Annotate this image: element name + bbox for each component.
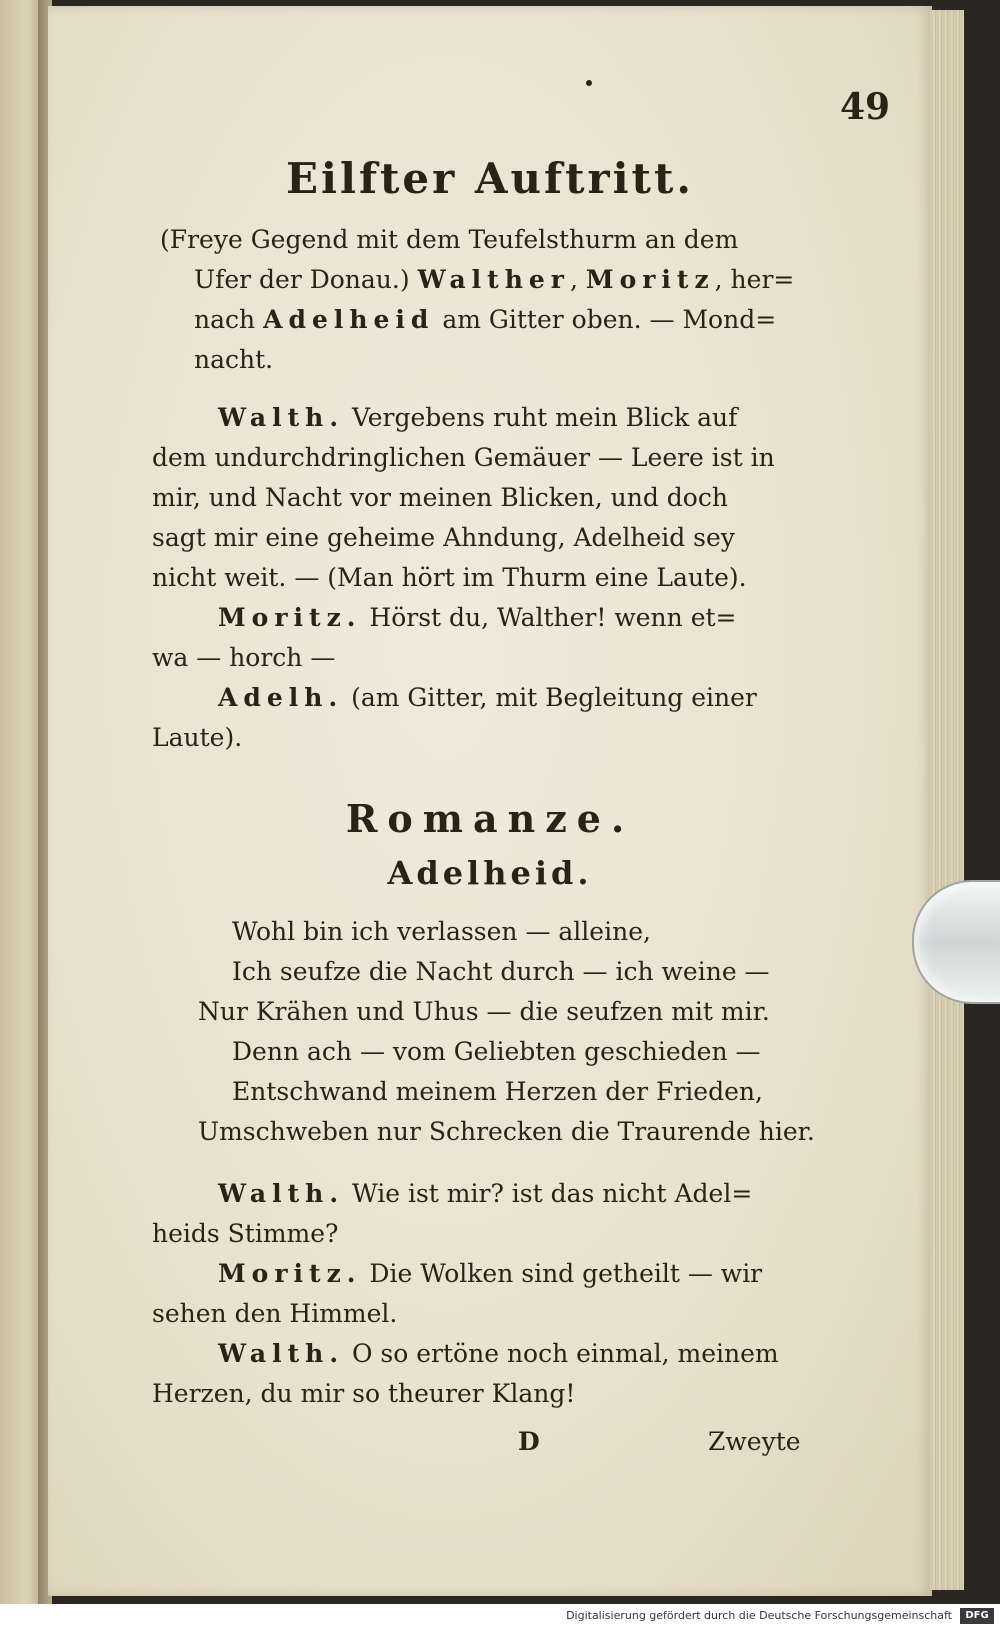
footer-text: Digitalisierung gefördert durch die Deutsche Forschungsgemeinschaft (566, 1609, 952, 1622)
speaker-name: Moritz. (218, 603, 362, 632)
verse-line: Denn ach — vom Geliebten geschieden — (232, 1037, 761, 1066)
stage-direction-text: , (569, 265, 578, 294)
verse-line: Ich seufze die Nacht durch — ich weine — (232, 957, 770, 986)
song-singer: Adelheid. (387, 854, 593, 892)
dialogue-line: dem undurchdringlichen Gemäuer — Leere ist in (152, 443, 775, 472)
dialogue-line: mir, und Nacht vor meinen Blicken, und doch (152, 483, 728, 512)
dialogue-line (218, 1174, 752, 1214)
dialogue-line: heids Stimme? (152, 1219, 339, 1248)
ink-dot (586, 80, 592, 86)
page-number: 49 (840, 86, 891, 128)
stage-direction-line (194, 300, 776, 340)
speaker-name: Walth. (218, 1179, 345, 1208)
character-name: Walther (417, 265, 570, 294)
dialogue-text: Wie ist mir? ist das nicht Adel= (351, 1179, 753, 1208)
dialogue-text: Die Wolken sind getheilt — wir (369, 1259, 763, 1288)
speaker-name: Moritz. (218, 1259, 362, 1288)
speaker-name: Walth. (218, 1339, 345, 1368)
book-page (48, 6, 932, 1596)
dialogue-text: Hörst du, Walther! wenn et= (369, 603, 737, 632)
verse-line: Umschweben nur Schrecken die Traurende hier. (198, 1117, 815, 1146)
verse-line: Wohl bin ich verlassen — alleine, (232, 917, 651, 946)
dialogue-text: O so ertöne noch einmal, meinem (351, 1339, 779, 1368)
dfg-logo: DFG (960, 1608, 994, 1624)
dialogue-line (218, 398, 737, 438)
dialogue-line: wa — horch — (152, 643, 336, 672)
dialogue-text: Vergebens ruht mein Blick auf (351, 403, 738, 432)
catchword: Zweyte (708, 1427, 801, 1456)
page-edges (930, 10, 964, 1590)
stage-direction-text: , her= (714, 265, 795, 294)
dialogue-line: Laute). (152, 723, 243, 752)
stage-direction-line: (Freye Gegend mit dem Teufelsthurm an dem (160, 225, 739, 254)
dialogue-line (218, 678, 757, 718)
digitization-footer (0, 1604, 1000, 1629)
stage-direction-line: nacht. (194, 345, 274, 374)
speaker-name: Walth. (218, 403, 345, 432)
character-name: Moritz (585, 265, 715, 294)
stage-direction-text: am Gitter oben. — Mond= (442, 305, 777, 334)
character-name: Adelheid (263, 305, 435, 334)
dialogue-line (218, 598, 737, 638)
verse-line: Nur Krähen und Uhus — die seufzen mit mir. (198, 997, 770, 1026)
dialogue-line: Herzen, du mir so theurer Klang! (152, 1379, 576, 1408)
stage-direction-line (194, 260, 794, 300)
speaker-name: Adelh. (218, 683, 344, 712)
dialogue-line: sehen den Himmel. (152, 1299, 398, 1328)
dialogue-line: nicht weit. — (Man hört im Thurm eine Laute). (152, 563, 747, 592)
dialogue-line: sagt mir eine geheime Ahndung, Adelheid sey (152, 523, 735, 552)
dialogue-line (218, 1334, 779, 1374)
stage-direction-text: nach (194, 305, 256, 334)
act-heading: Eilfter Auftritt. (286, 154, 694, 203)
dialogue-line (218, 1254, 762, 1294)
dialogue-text: (am Gitter, mit Begleitung einer (351, 683, 757, 712)
song-title: Romanze. (345, 796, 635, 841)
stage-direction-text: Ufer der Donau.) (194, 265, 410, 294)
signature-mark: D (518, 1427, 540, 1456)
verse-line: Entschwand meinem Herzen der Frieden, (232, 1077, 763, 1106)
